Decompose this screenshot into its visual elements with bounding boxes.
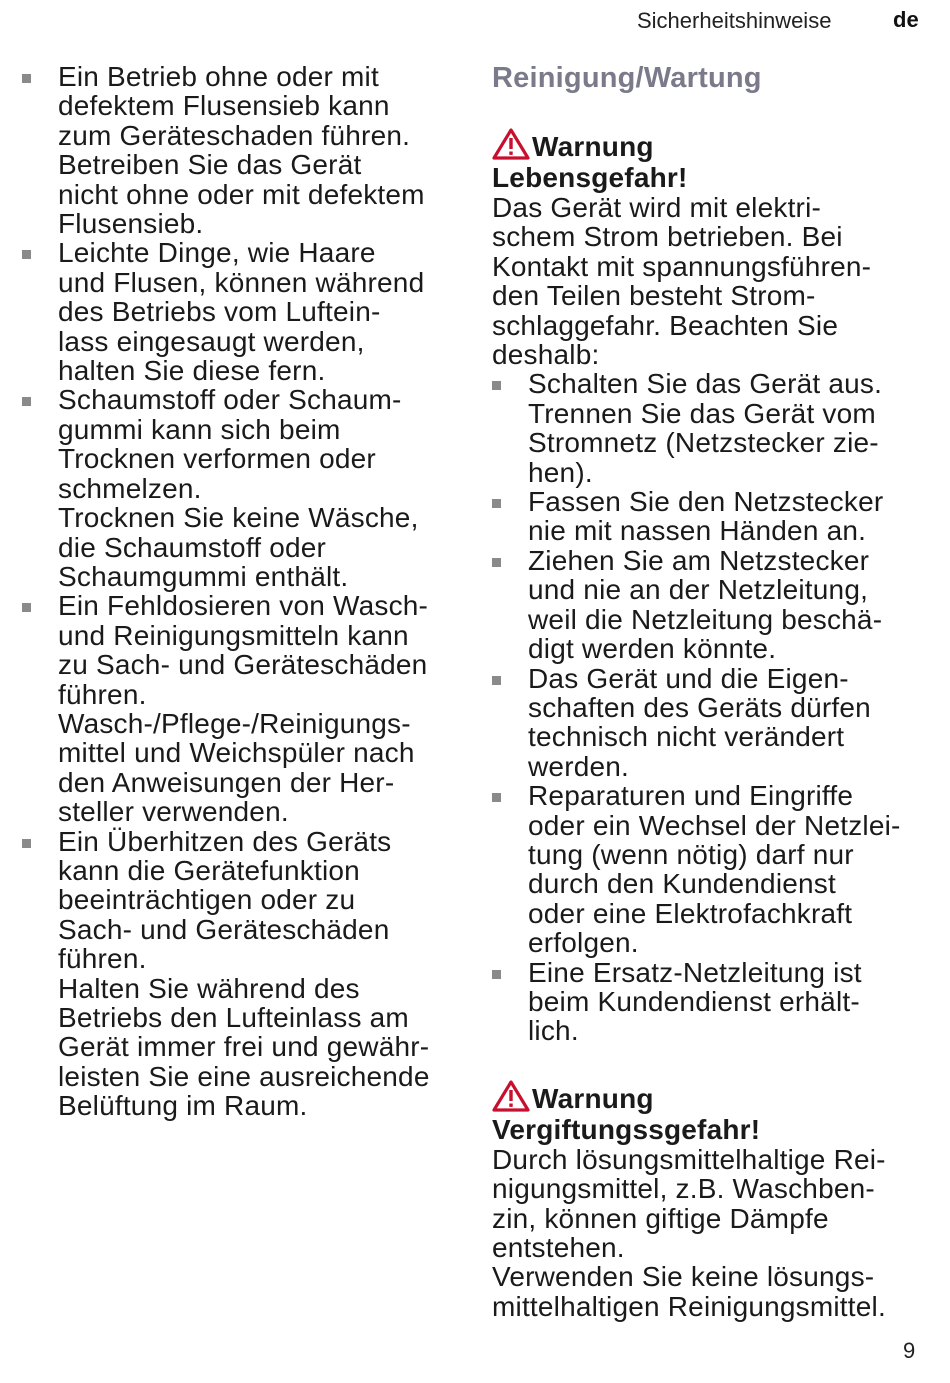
bullet-square-icon xyxy=(492,381,501,390)
list-item xyxy=(22,385,462,591)
text-line: Ziehen Sie am Netzstecker xyxy=(528,544,870,576)
text-line: schlaggefahr. Beachten Sie xyxy=(492,309,839,341)
text-line: deshalb: xyxy=(492,339,600,371)
list-item xyxy=(22,238,462,385)
text-line: Trennen Sie das Gerät vom xyxy=(528,397,876,429)
list-item xyxy=(492,781,932,957)
text-line: kann die Gerätefunktion xyxy=(58,854,360,886)
text-line: nigungsmittel, z.B. Waschben- xyxy=(492,1173,875,1205)
text-line: mittelhaltigen Reinigungsmittel. xyxy=(492,1290,886,1322)
bullet-square-icon xyxy=(22,603,31,612)
text-line: Verwenden Sie keine lösungs- xyxy=(492,1261,875,1293)
text-line: schem Strom betrieben. Bei xyxy=(492,221,843,253)
text-line: führen. xyxy=(58,943,147,975)
text-line: Trocknen Sie keine Wäsche, xyxy=(58,502,419,534)
text-line: Betriebs den Lufteinlass am xyxy=(58,1002,409,1033)
text-line: entstehen. xyxy=(492,1232,625,1263)
text-line: zu Sach- und Geräteschäden xyxy=(58,649,428,681)
left-bullet-list xyxy=(22,62,462,1121)
text-line: Eine Ersatz-Netzleitung ist xyxy=(528,956,862,988)
header-language-code: de xyxy=(893,7,919,32)
text-line: digt werden könnte. xyxy=(528,633,777,665)
header-section-title: Sicherheitshinweise xyxy=(637,8,832,33)
text-line: Betreiben Sie das Gerät xyxy=(58,149,362,181)
text-line: führen. xyxy=(58,678,147,710)
text-line: den Anweisungen der Her- xyxy=(58,766,395,798)
warning-heading xyxy=(492,128,932,193)
text-line: und Reinigungsmitteln kann xyxy=(58,619,409,651)
text-line: steller verwenden. xyxy=(58,796,289,828)
list-item xyxy=(22,62,462,238)
text-line: Schalten Sie das Gerät aus. xyxy=(528,368,883,400)
warning-headline: Lebensgefahr! xyxy=(492,162,688,193)
text-line: und nie an der Netzleitung, xyxy=(528,574,869,606)
warning-triangle-icon xyxy=(492,128,530,160)
left-column xyxy=(22,62,462,1121)
text-line: Fassen Sie den Netzstecker xyxy=(528,486,884,518)
list-item xyxy=(22,591,462,826)
warning-block-poison xyxy=(492,1080,932,1321)
section-title: Reinigung/Wartung xyxy=(492,62,762,94)
text-line: oder ein Wechsel der Netzlei- xyxy=(528,809,901,841)
text-line: Sach- und Geräteschäden xyxy=(58,913,390,945)
right-bullet-list xyxy=(492,369,932,1045)
text-line: hen). xyxy=(528,456,593,488)
text-line: defektem Flusensieb kann xyxy=(58,90,390,122)
list-item xyxy=(492,369,932,487)
list-item xyxy=(492,546,932,664)
text-line: zin, können giftige Dämpfe xyxy=(492,1202,829,1234)
text-line: gummi kann sich beim xyxy=(58,413,341,445)
text-line: Schaumstoff oder Schaum- xyxy=(58,384,402,416)
text-line: schaften des Geräts dürfen xyxy=(528,691,871,723)
text-line: beeinträchtigen oder zu xyxy=(58,884,356,916)
bullet-square-icon xyxy=(492,676,501,685)
bullet-square-icon xyxy=(492,558,501,567)
text-line: Ein Betrieb ohne oder mit xyxy=(58,61,379,92)
bullet-square-icon xyxy=(22,250,31,259)
text-line: technisch nicht verändert xyxy=(528,721,845,753)
list-item xyxy=(492,958,932,1046)
text-line: Das Gerät wird mit elektri- xyxy=(492,192,822,223)
text-line: durch den Kundendienst xyxy=(528,868,836,900)
list-item xyxy=(492,487,932,546)
text-line: Halten Sie während des xyxy=(58,972,360,1004)
text-line: oder eine Elektrofachkraft xyxy=(528,897,853,929)
text-line: weil die Netzleitung beschä- xyxy=(528,603,883,635)
text-line: Wasch-/Pflege-/Reinigungs- xyxy=(58,707,411,739)
text-line: Leichte Dinge, wie Haare xyxy=(58,237,376,269)
text-line: beim Kundendienst erhält- xyxy=(528,985,860,1017)
warning-label: Warnung xyxy=(532,131,654,162)
list-item xyxy=(492,664,932,782)
text-line: nie mit nassen Händen an. xyxy=(528,515,867,547)
warning-heading xyxy=(492,1080,932,1145)
warning-headline: Vergiftungssgefahr! xyxy=(492,1113,761,1145)
bullet-square-icon xyxy=(492,793,501,802)
text-line: des Betriebs vom Luftein- xyxy=(58,296,381,328)
warning-block-electric xyxy=(492,128,932,1046)
text-line: erfolgen. xyxy=(528,927,639,959)
text-line: werden. xyxy=(528,750,630,782)
list-item xyxy=(22,827,462,1121)
text-line: Durch lösungsmittelhaltige Rei- xyxy=(492,1143,886,1175)
bullet-square-icon xyxy=(22,397,31,406)
text-line: lich. xyxy=(528,1015,579,1047)
text-line: Flusensieb. xyxy=(58,208,204,240)
bullet-square-icon xyxy=(492,970,501,979)
text-line: nicht ohne oder mit defektem xyxy=(58,178,425,210)
text-line: zum Geräteschaden führen. xyxy=(58,119,411,151)
bullet-square-icon xyxy=(492,499,501,508)
text-line: Trocknen verformen oder xyxy=(58,443,376,475)
text-line: Schaumgummi enthält. xyxy=(58,560,349,592)
text-line: Kontakt mit spannungsführen- xyxy=(492,250,872,282)
bullet-square-icon xyxy=(22,839,31,848)
text-line: lass eingesaugt werden, xyxy=(58,325,365,357)
warning-intro xyxy=(492,193,932,369)
text-line: Reparaturen und Eingriffe xyxy=(528,780,854,812)
text-line: Das Gerät und die Eigen- xyxy=(528,662,849,694)
text-line: den Teilen besteht Strom- xyxy=(492,280,816,312)
text-line: tung (wenn nötig) darf nur xyxy=(528,838,854,870)
text-line: und Flusen, können während xyxy=(58,266,425,298)
text-line: die Schaumstoff oder xyxy=(58,531,327,563)
text-line: halten Sie diese fern. xyxy=(58,355,326,387)
text-line: Ein Fehldosieren von Wasch- xyxy=(58,590,429,622)
right-column xyxy=(492,62,932,1321)
text-line: Gerät immer frei und gewähr- xyxy=(58,1031,430,1063)
text-line: Belüftung im Raum. xyxy=(58,1090,308,1122)
text-line: leisten Sie eine ausreichende xyxy=(58,1060,430,1092)
page-number: 9 xyxy=(903,1338,916,1363)
text-line: Stromnetz (Netzstecker zie- xyxy=(528,427,879,459)
text-line: Ein Überhitzen des Geräts xyxy=(58,825,392,857)
text-line: mittel und Weichspüler nach xyxy=(58,737,415,769)
bullet-square-icon xyxy=(22,74,31,83)
text-line: schmelzen. xyxy=(58,472,202,504)
warning-body xyxy=(492,1145,932,1321)
warning-triangle-icon xyxy=(492,1080,530,1112)
warning-label: Warnung xyxy=(532,1082,654,1114)
